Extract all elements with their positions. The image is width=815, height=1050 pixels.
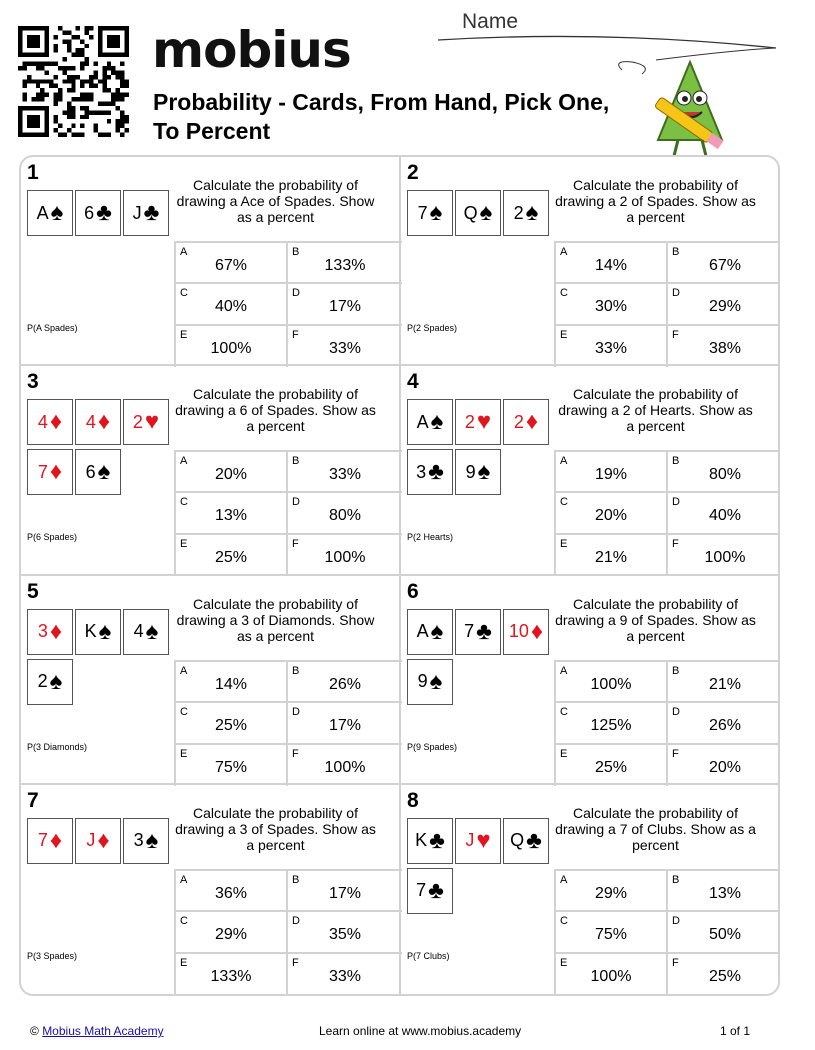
option-value: 75%: [594, 925, 628, 943]
playing-card: [75, 399, 121, 445]
problem-6: [401, 576, 780, 785]
option-value: 25%: [214, 549, 248, 567]
option-value: 20%: [708, 758, 742, 776]
option-letter: D: [672, 914, 680, 927]
problem-4: [401, 366, 780, 575]
problem-number: 1: [27, 161, 39, 184]
qr-code: [18, 26, 129, 137]
option-value: 38%: [708, 340, 742, 357]
option-value: 20%: [594, 507, 628, 525]
option-value: 100%: [324, 549, 366, 567]
problem-8: [401, 785, 780, 994]
option-value: 40%: [214, 298, 248, 315]
answer-option-c[interactable]: [554, 701, 666, 743]
option-value: 40%: [708, 507, 742, 525]
answer-option-f[interactable]: [286, 533, 402, 576]
answer-option-f[interactable]: [666, 324, 780, 367]
question-text: Calculate the probability of drawing a 9 of Spades. Show as a percent: [555, 595, 756, 644]
answer-option-d[interactable]: [666, 282, 780, 324]
question-text: Calculate the probability of drawing a 7 of Clubs. Show as a percent: [555, 804, 756, 853]
card-suit-icon: ♠: [50, 199, 64, 226]
answer-options: [554, 450, 780, 576]
card-rank: 3: [416, 461, 427, 482]
option-letter: B: [292, 873, 300, 886]
card-rank: 7: [37, 830, 48, 851]
card-suit-icon: ♠: [430, 408, 444, 436]
option-letter: D: [672, 287, 680, 299]
option-letter: C: [180, 496, 188, 509]
option-value: 100%: [590, 675, 632, 693]
card-hand: [407, 818, 549, 914]
option-value: 29%: [594, 884, 628, 902]
card-rank: 3: [133, 830, 144, 851]
card-rank: Q: [510, 830, 525, 851]
footer-learn-online: Learn online at www.mobius.academy: [319, 1024, 522, 1038]
answer-option-b[interactable]: [666, 450, 780, 491]
card-suit-icon: ♣: [143, 199, 160, 226]
option-value: 100%: [324, 758, 366, 776]
answer-option-b[interactable]: [666, 241, 780, 282]
playing-card: [75, 190, 121, 236]
option-value: 14%: [214, 675, 248, 693]
option-value: 50%: [708, 925, 742, 943]
option-letter: E: [180, 538, 188, 551]
playing-card: [407, 399, 453, 445]
card-rank: K: [415, 830, 428, 851]
answer-options: [554, 241, 780, 367]
option-value: 80%: [328, 507, 362, 525]
option-value: 25%: [708, 967, 742, 985]
problem-grid: [19, 155, 780, 996]
option-value: 26%: [708, 716, 742, 734]
option-value: 75%: [214, 758, 248, 776]
playing-card: [503, 818, 549, 864]
answer-option-e[interactable]: [174, 533, 286, 576]
page-number: 1 of 1: [720, 1024, 751, 1038]
option-letter: F: [672, 747, 679, 760]
playing-card: [407, 190, 453, 236]
card-hand: [407, 190, 549, 236]
answer-option-d[interactable]: [666, 910, 780, 952]
option-letter: B: [672, 873, 680, 886]
playing-card: [27, 449, 73, 495]
answer-option-d[interactable]: [666, 491, 780, 533]
option-letter: F: [292, 747, 299, 760]
answer-option-c[interactable]: [174, 701, 286, 743]
problem-number: 5: [27, 579, 39, 603]
question-text: Calculate the probability of drawing a Ace of Spades. Show as a percent: [176, 177, 375, 225]
option-letter: E: [180, 747, 188, 760]
answer-option-c[interactable]: [554, 491, 666, 533]
card-rank: 10: [508, 621, 529, 641]
option-letter: E: [180, 956, 188, 969]
card-suit-icon: ♠: [430, 617, 444, 645]
playing-card: [455, 818, 501, 864]
answer-option-d[interactable]: [286, 910, 402, 952]
playing-card: [123, 609, 169, 655]
answer-option-a[interactable]: [174, 660, 286, 701]
option-value: 17%: [328, 298, 362, 315]
option-letter: B: [672, 664, 680, 677]
playing-card: [123, 399, 169, 445]
problem-number: 6: [407, 579, 419, 603]
question-text: Calculate the probability of drawing a 3 of Diamonds. Show as a percent: [176, 595, 375, 644]
option-value: 33%: [594, 340, 628, 357]
option-value: 125%: [590, 716, 632, 734]
card-suit-icon: ♥: [476, 408, 492, 436]
answer-options: [174, 869, 402, 995]
option-value: 13%: [708, 884, 742, 902]
playing-card: [503, 190, 549, 236]
answer-option-f[interactable]: [666, 952, 780, 995]
card-suit-icon: ♦: [97, 408, 111, 436]
option-letter: D: [672, 705, 680, 718]
answer-option-f[interactable]: [666, 533, 780, 576]
card-rank: Q: [463, 202, 478, 223]
answer-option-d[interactable]: [286, 701, 402, 743]
card-rank: 6: [85, 461, 96, 482]
answer-option-a[interactable]: [554, 660, 666, 701]
option-value: 29%: [708, 298, 742, 315]
card-rank: 7: [37, 461, 48, 482]
option-value: 19%: [594, 466, 628, 484]
answer-label: P(7 Clubs): [407, 950, 450, 961]
option-value: 21%: [708, 675, 742, 693]
problem-1: [21, 157, 401, 366]
playing-card: [455, 449, 501, 495]
card-suit-icon: ♣: [429, 826, 445, 854]
playing-card: [503, 399, 549, 445]
playing-card: [27, 399, 73, 445]
card-suit-icon: ♣: [476, 617, 492, 645]
option-letter: E: [180, 329, 188, 341]
answer-option-d[interactable]: [286, 491, 402, 533]
option-value: 30%: [594, 298, 628, 315]
problem-number: 8: [407, 788, 419, 812]
option-letter: F: [292, 329, 299, 341]
card-suit-icon: ♠: [145, 617, 159, 645]
card-rank: 2: [513, 411, 524, 432]
card-rank: 7: [464, 621, 475, 641]
answer-option-b[interactable]: [286, 869, 402, 910]
card-rank: 2: [513, 202, 524, 223]
card-rank: 6: [84, 202, 95, 223]
answer-label: P(2 Hearts): [407, 532, 454, 543]
card-suit-icon: ♠: [525, 199, 539, 226]
playing-card: [123, 818, 169, 864]
answer-label: P(3 Diamonds): [27, 741, 88, 752]
card-suit-icon: ♦: [49, 826, 63, 854]
option-letter: A: [180, 873, 188, 886]
option-letter: C: [560, 496, 568, 509]
answer-option-a[interactable]: [554, 869, 666, 910]
answer-label: P(6 Spades): [27, 532, 78, 543]
answer-options: [174, 241, 402, 367]
answer-option-b[interactable]: [286, 450, 402, 491]
option-value: 25%: [214, 716, 248, 734]
answer-option-e[interactable]: [174, 743, 286, 786]
card-rank: 9: [465, 461, 476, 482]
option-value: 35%: [328, 925, 362, 943]
option-value: 36%: [214, 884, 248, 902]
answer-option-b[interactable]: [666, 660, 780, 701]
card-rank: A: [36, 202, 49, 223]
answer-label: P(2 Spades): [407, 323, 458, 333]
option-value: 80%: [708, 466, 742, 484]
answer-option-b[interactable]: [286, 241, 402, 282]
problem-number: 7: [27, 788, 39, 812]
answer-options: [554, 869, 780, 995]
name-label: Name: [462, 10, 519, 33]
answer-option-e[interactable]: [174, 952, 286, 995]
playing-card: [27, 190, 73, 236]
card-rank: 4: [37, 411, 48, 432]
answer-option-e[interactable]: [174, 324, 286, 367]
answer-option-a[interactable]: [554, 241, 666, 282]
problem-5: [21, 576, 401, 785]
option-value: 100%: [210, 340, 252, 357]
option-letter: C: [180, 287, 188, 299]
card-suit-icon: ♣: [526, 826, 542, 854]
option-letter: C: [560, 705, 568, 718]
option-letter: E: [560, 956, 568, 969]
answer-option-c[interactable]: [174, 491, 286, 533]
card-hand: [407, 399, 549, 495]
playing-card: [27, 818, 73, 864]
playing-card: [407, 659, 453, 705]
card-suit-icon: ♣: [428, 876, 444, 904]
option-letter: C: [180, 914, 188, 927]
card-rank: 9: [417, 671, 428, 691]
playing-card: [407, 868, 453, 914]
answer-option-d[interactable]: [286, 282, 402, 324]
card-hand: [27, 190, 169, 236]
answer-option-c[interactable]: [554, 910, 666, 952]
option-letter: D: [292, 287, 300, 299]
card-rank: 3: [37, 621, 48, 641]
option-letter: D: [292, 705, 300, 718]
option-letter: F: [672, 329, 679, 341]
card-suit-icon: ♣: [428, 458, 444, 486]
answer-option-f[interactable]: [286, 743, 402, 786]
card-suit-icon: ♠: [49, 667, 63, 695]
option-letter: C: [180, 705, 188, 718]
card-suit-icon: ♠: [97, 458, 111, 486]
option-letter: C: [560, 287, 568, 299]
playing-card: [75, 609, 121, 655]
problem-number: 3: [27, 370, 39, 394]
playing-card: [455, 190, 501, 236]
card-rank: A: [416, 621, 429, 641]
card-suit-icon: ♦: [49, 617, 63, 645]
option-letter: A: [180, 246, 188, 258]
mobius-academy-link[interactable]: Mobius Math Academy: [42, 1024, 164, 1038]
card-suit-icon: ♥: [144, 408, 160, 436]
option-value: 29%: [214, 925, 248, 943]
card-rank: 4: [133, 621, 144, 641]
card-hand: [27, 399, 169, 495]
card-rank: 2: [464, 411, 475, 432]
problem-3: [21, 366, 401, 575]
option-letter: A: [180, 664, 188, 677]
playing-card: [27, 659, 73, 705]
question-text: Calculate the probability of drawing a 2 of Hearts. Show as a percent: [558, 386, 753, 435]
option-value: 67%: [708, 257, 742, 274]
option-letter: D: [292, 496, 300, 509]
answer-label: P(3 Spades): [27, 950, 78, 961]
option-letter: D: [292, 914, 300, 927]
card-rank: J: [86, 830, 96, 851]
option-value: 17%: [328, 716, 362, 734]
answer-options: [174, 660, 402, 786]
answer-option-c[interactable]: [174, 910, 286, 952]
option-letter: C: [560, 914, 568, 927]
option-letter: A: [180, 455, 188, 468]
card-suit-icon: ♠: [429, 667, 443, 695]
playing-card: [75, 818, 121, 864]
option-value: 67%: [214, 257, 248, 274]
option-letter: F: [672, 956, 679, 969]
option-letter: A: [560, 664, 568, 677]
answer-option-a[interactable]: [174, 869, 286, 910]
question-text: Calculate the probability of drawing a 2 of Spades. Show as a percent: [555, 177, 756, 225]
option-value: 14%: [594, 257, 628, 274]
card-hand: [27, 818, 169, 864]
option-letter: D: [672, 496, 680, 509]
problem-number: 4: [407, 370, 419, 394]
question-text: Calculate the probability of drawing a 3 of Spades. Show as a percent: [175, 804, 376, 853]
answer-options: [554, 660, 780, 786]
playing-card: [407, 449, 453, 495]
answer-option-c[interactable]: [554, 282, 666, 324]
answer-option-f[interactable]: [666, 743, 780, 786]
option-value: 133%: [210, 967, 252, 985]
card-suit-icon: ♠: [477, 458, 491, 486]
card-suit-icon: ♠: [98, 617, 112, 645]
problem-number: 2: [407, 161, 419, 184]
card-rank: J: [465, 830, 475, 851]
option-value: 26%: [328, 675, 362, 693]
answer-option-b[interactable]: [666, 869, 780, 910]
answer-option-f[interactable]: [286, 324, 402, 367]
option-letter: B: [292, 246, 300, 258]
option-value: 25%: [594, 758, 628, 776]
answer-option-b[interactable]: [286, 660, 402, 701]
pencil-mascot-icon: [612, 52, 742, 160]
card-rank: A: [416, 411, 429, 432]
option-letter: E: [560, 747, 568, 760]
answer-option-e[interactable]: [554, 324, 666, 367]
option-letter: B: [292, 455, 300, 468]
card-rank: 7: [417, 202, 428, 223]
option-letter: E: [560, 538, 568, 551]
card-suit-icon: ♠: [145, 826, 159, 854]
playing-card: [75, 449, 121, 495]
answer-option-a[interactable]: [174, 450, 286, 491]
answer-option-f[interactable]: [286, 952, 402, 995]
card-suit-icon: ♦: [49, 408, 63, 436]
option-value: 33%: [328, 967, 362, 985]
option-value: 33%: [328, 466, 362, 484]
option-value: 133%: [324, 257, 366, 274]
option-letter: F: [672, 538, 679, 551]
answer-label: P(A Spades): [27, 323, 78, 333]
option-value: 33%: [328, 340, 362, 357]
playing-card: [503, 609, 549, 655]
card-hand: [27, 609, 169, 705]
answer-label: P(9 Spades): [407, 741, 458, 752]
option-letter: F: [292, 956, 299, 969]
mobius-logo: mobius: [152, 21, 351, 79]
playing-card: [27, 609, 73, 655]
option-letter: A: [560, 873, 568, 886]
answer-option-c[interactable]: [174, 282, 286, 324]
card-suit-icon: ♠: [479, 199, 493, 226]
option-value: 13%: [214, 507, 248, 525]
footer-copyright: [30, 1024, 164, 1038]
option-value: 21%: [594, 549, 628, 567]
answer-option-d[interactable]: [666, 701, 780, 743]
card-rank: J: [132, 202, 142, 223]
card-suit-icon: ♥: [476, 826, 491, 854]
card-rank: 2: [37, 671, 48, 691]
card-suit-icon: ♦: [530, 617, 544, 645]
playing-card: [455, 609, 501, 655]
option-value: 20%: [214, 466, 248, 484]
option-value: 17%: [328, 884, 362, 902]
playing-card: [407, 818, 453, 864]
card-suit-icon: ♦: [525, 408, 539, 436]
problem-2: [401, 157, 780, 366]
option-letter: B: [672, 455, 680, 468]
option-letter: B: [672, 246, 680, 258]
answer-option-a[interactable]: [554, 450, 666, 491]
card-suit-icon: ♠: [429, 199, 443, 226]
card-suit-icon: ♣: [96, 199, 112, 226]
card-rank: 4: [85, 411, 96, 432]
option-letter: A: [560, 246, 568, 258]
card-hand: [407, 609, 549, 705]
card-suit-icon: ♦: [49, 458, 63, 486]
playing-card: [123, 190, 169, 236]
option-letter: E: [560, 329, 568, 341]
playing-card: [407, 609, 453, 655]
worksheet-title: Probability - Cards, From Hand, Pick One, To Percent: [153, 89, 610, 144]
option-value: 100%: [704, 549, 746, 567]
answer-option-e[interactable]: [554, 743, 666, 786]
question-text: Calculate the probability of drawing a 6 of Spades. Show as a percent: [175, 386, 376, 435]
card-rank: 7: [416, 880, 427, 901]
copyright-symbol: ©: [30, 1024, 39, 1038]
option-letter: A: [560, 455, 568, 468]
option-value: 100%: [590, 967, 632, 985]
answer-option-e[interactable]: [554, 952, 666, 995]
playing-card: [455, 399, 501, 445]
card-rank: 2: [132, 411, 143, 432]
card-suit-icon: ♦: [97, 826, 110, 854]
option-letter: B: [292, 664, 300, 677]
card-rank: K: [84, 621, 97, 641]
option-letter: F: [292, 538, 299, 551]
problem-7: [21, 785, 401, 994]
answer-options: [174, 450, 402, 576]
answer-option-a[interactable]: [174, 241, 286, 282]
answer-option-e[interactable]: [554, 533, 666, 576]
